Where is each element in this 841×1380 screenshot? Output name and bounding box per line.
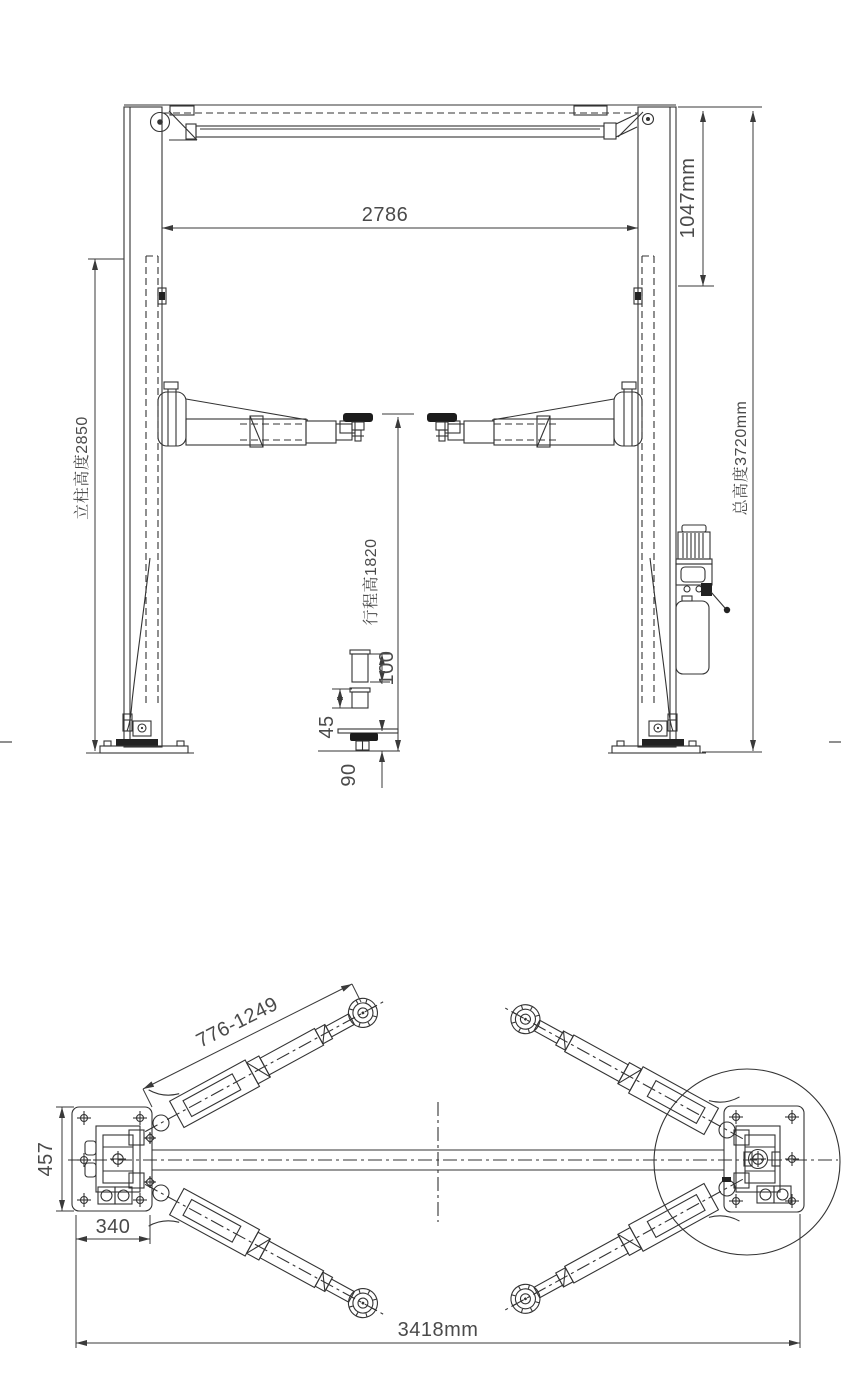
min-pad-height-dim: 90 [338, 763, 360, 787]
plan-left-base-plate [72, 1107, 169, 1211]
plan-view-dimensions [35, 984, 800, 1348]
base-plate-depth-dim: 457 [35, 1141, 57, 1177]
right-lift-arm [427, 382, 642, 447]
tall-adapter [352, 654, 368, 682]
tall-adapter-height-dim: 100 [376, 650, 398, 686]
plan-centerlines [68, 1102, 838, 1222]
overall-width-dim: 3418mm [397, 1319, 479, 1341]
detail-circle [654, 1069, 840, 1255]
right-pad-knob [427, 413, 457, 422]
base-plate-width-dim: 340 [95, 1216, 131, 1238]
front-view [0, 105, 841, 788]
arm-extension-range-dim: 776-1249 [192, 992, 282, 1053]
plan-right-base-plate [654, 1069, 840, 1255]
crossbar-tube [186, 114, 637, 139]
short-adapter-height-dim: 45 [316, 715, 338, 739]
column-height-dim: 立柱高度2850 [74, 416, 91, 520]
overall-height-dim: 总高度3720mm [733, 400, 750, 516]
hydraulic-power-unit [676, 525, 730, 674]
release-handle [711, 592, 725, 608]
column-spacing-dim: 2786 [361, 204, 409, 226]
clearance-under-beam-dim: 1047mm [677, 157, 699, 239]
rubber-pad [350, 733, 378, 741]
left-pad-knob [343, 413, 373, 422]
left-column [100, 107, 188, 753]
short-adapter [352, 692, 368, 708]
left-lift-arm [158, 382, 373, 447]
plan-view [35, 970, 840, 1348]
front-view-dimensions [72, 107, 762, 788]
oil-tank [676, 601, 709, 674]
lifting-stroke-dim: 行程高1820 [363, 538, 380, 626]
top-beam [124, 105, 676, 140]
